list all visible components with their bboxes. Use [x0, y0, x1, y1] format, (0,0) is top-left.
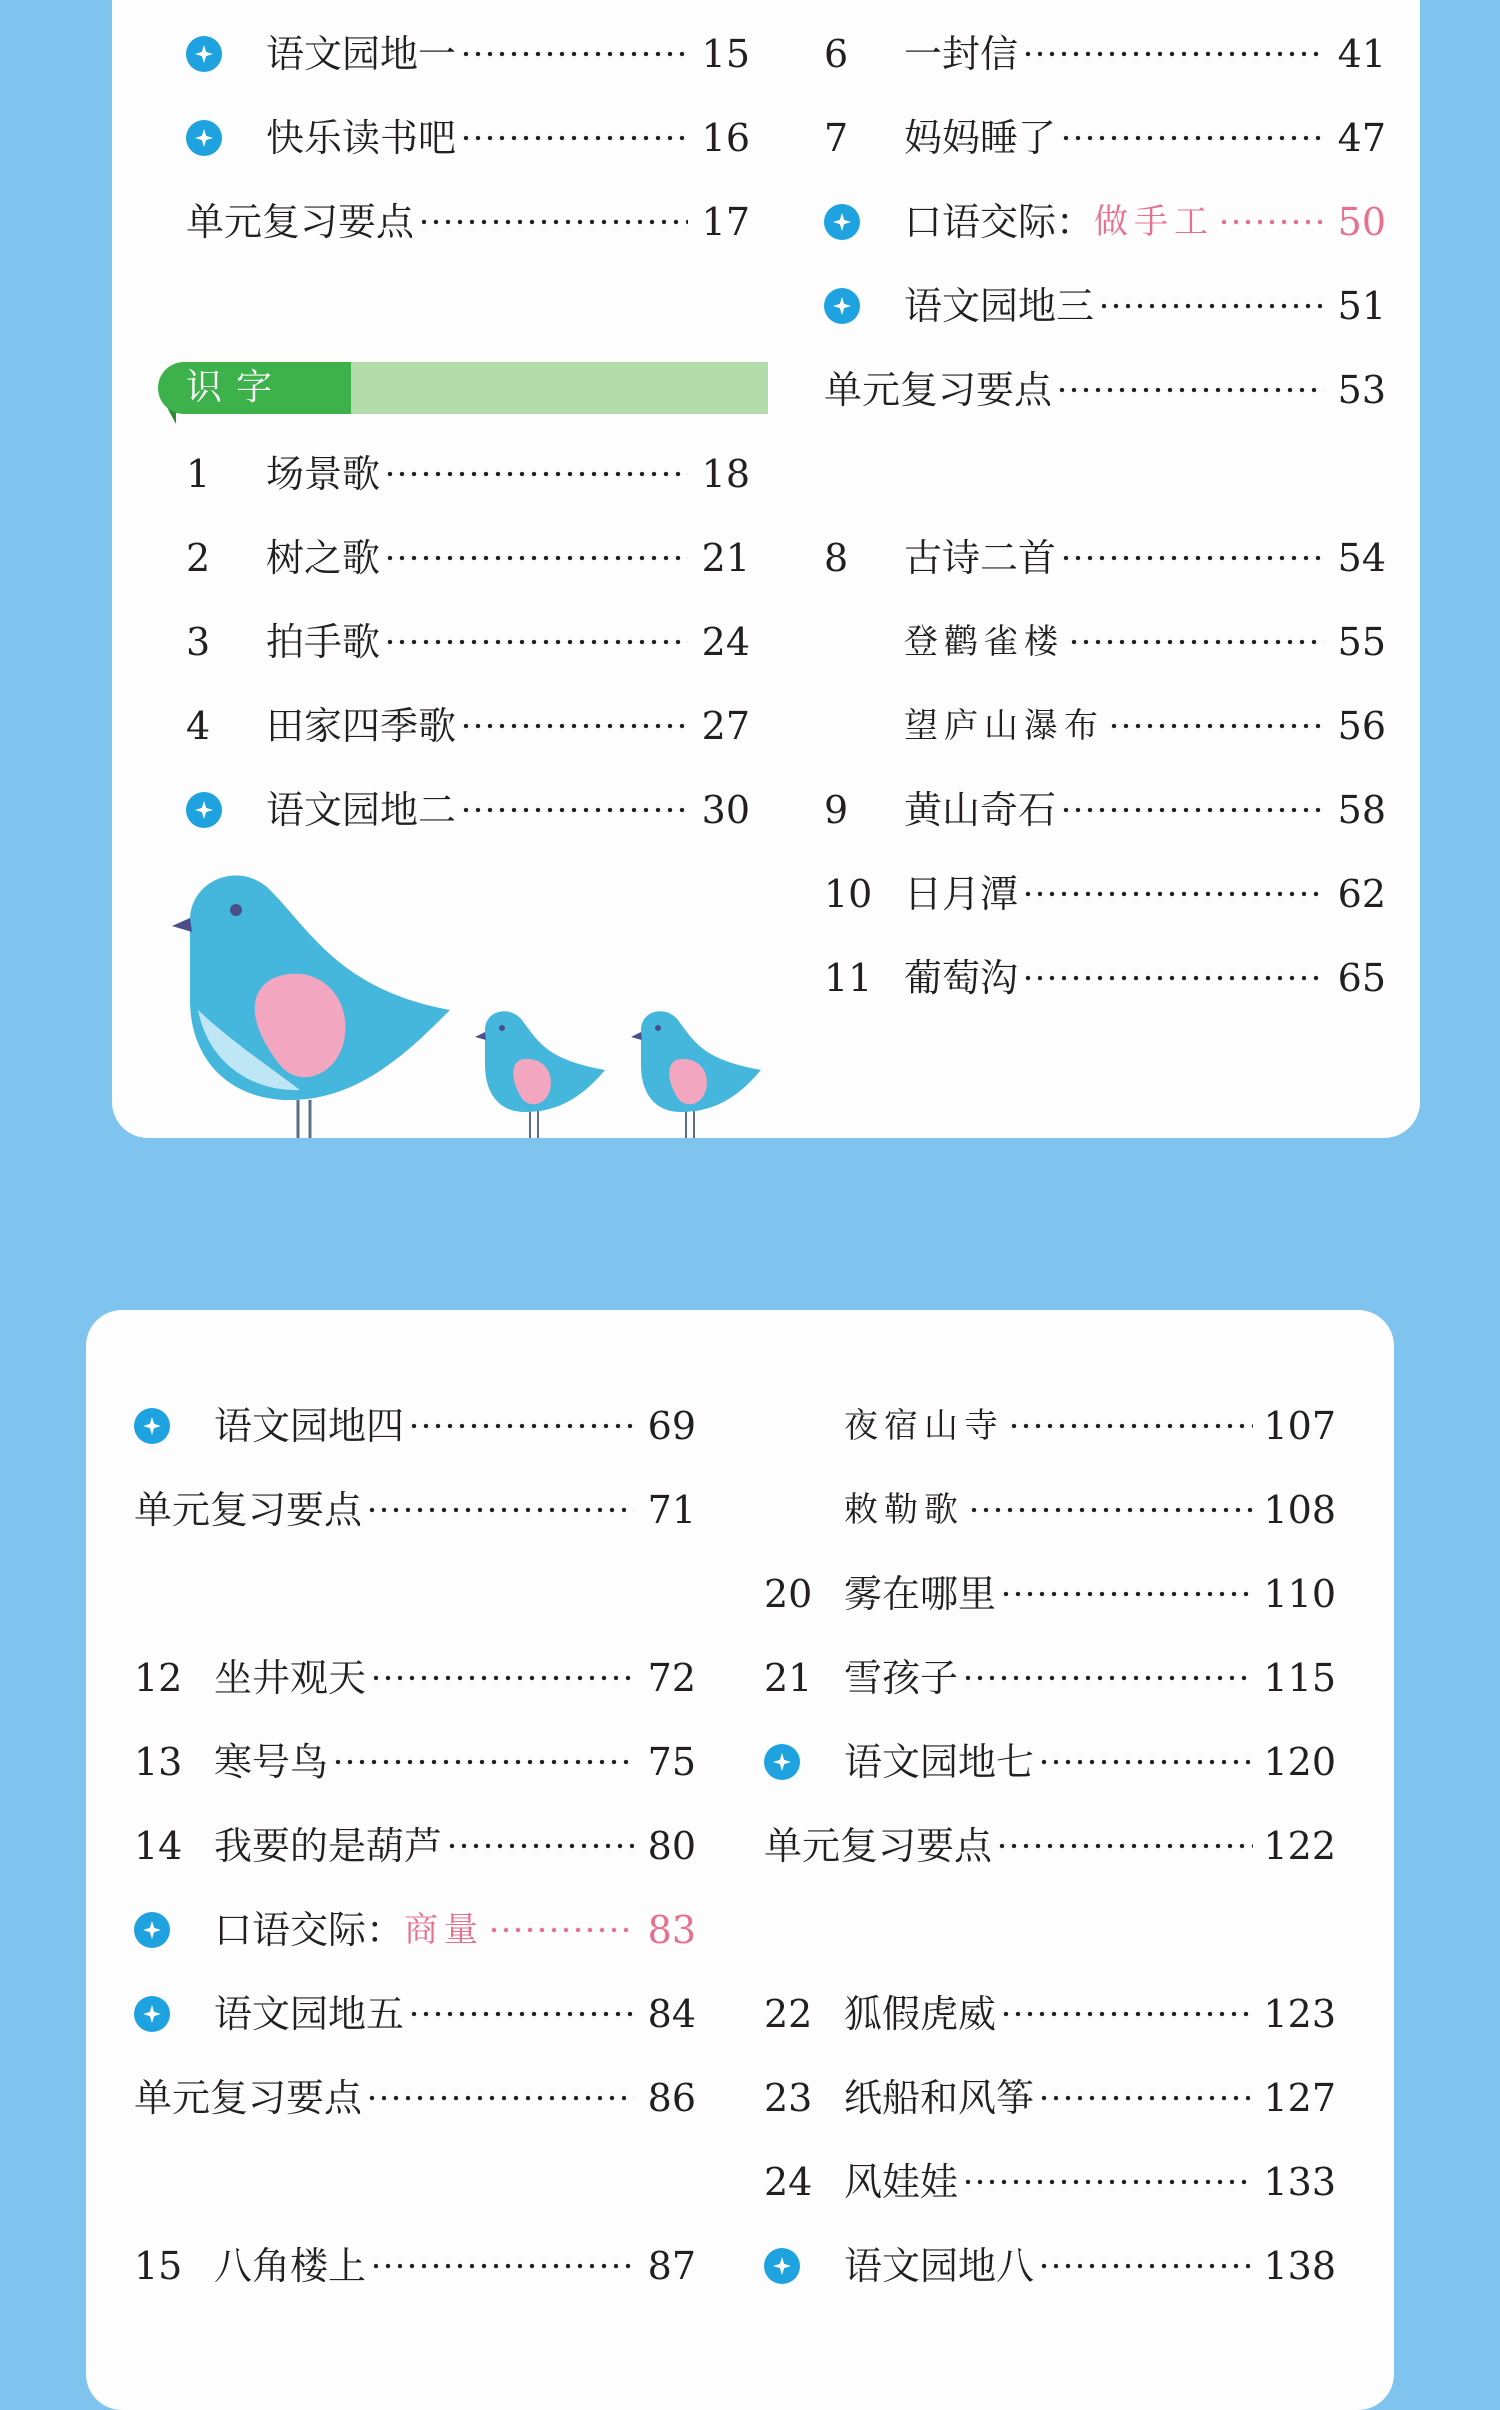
- section-label: 识字: [186, 367, 287, 408]
- birds-illustration: [150, 860, 790, 1140]
- dot-leader: [1068, 639, 1324, 645]
- toc-entry[interactable]: [134, 1816, 696, 1876]
- page-number: 56: [1337, 704, 1386, 748]
- entry-title: 语文园地七: [844, 1740, 1035, 1784]
- dot-leader: [1038, 2095, 1253, 2101]
- small-bird-icon: [475, 1011, 605, 1138]
- dot-leader: [370, 2263, 634, 2269]
- star-icon: [764, 2236, 844, 2296]
- dot-leader: [488, 1927, 634, 1933]
- page-number: 62: [1337, 872, 1386, 916]
- lesson-number: 6: [824, 32, 849, 76]
- page-number: 133: [1263, 2160, 1336, 2204]
- entry-title: 妈妈睡了: [904, 116, 1057, 160]
- entry-title: 语文园地五: [214, 1992, 405, 2036]
- toc-entry[interactable]: [824, 948, 1386, 1008]
- page-number: 122: [1263, 1824, 1336, 1868]
- big-bird-icon: [172, 876, 450, 1138]
- page-number: 108: [1263, 1488, 1336, 1532]
- page-number: 24: [701, 620, 750, 664]
- dot-leader: [1060, 135, 1324, 141]
- page-number: 30: [701, 788, 750, 832]
- lesson-number: 9: [824, 788, 849, 832]
- dot-leader: [460, 135, 688, 141]
- toc-entry[interactable]: [764, 1396, 1336, 1456]
- small-bird-icon: [631, 1011, 761, 1138]
- page-number: 41: [1337, 32, 1386, 76]
- page-number: 127: [1263, 2076, 1336, 2120]
- page-number: 27: [701, 704, 750, 748]
- entry-title: 葡萄沟: [904, 956, 1019, 1000]
- toc-entry[interactable]: [824, 276, 1386, 336]
- toc-entry[interactable]: [824, 360, 1386, 420]
- dot-leader: [1056, 387, 1324, 393]
- toc-entry[interactable]: [824, 780, 1386, 840]
- toc-entry[interactable]: [764, 2236, 1336, 2296]
- toc-entry[interactable]: [764, 2152, 1336, 2212]
- dot-leader: [418, 219, 688, 225]
- entry-title: 日月潭: [904, 872, 1019, 916]
- lesson-number: 22: [764, 1992, 813, 2036]
- dot-leader: [408, 2011, 634, 2017]
- entry-prefix: 口语交际：: [904, 200, 1095, 244]
- toc-entry[interactable]: [824, 696, 1386, 756]
- dot-leader: [370, 1675, 634, 1681]
- page-number: 72: [647, 1656, 696, 1700]
- entry-title: 语文园地二: [266, 788, 457, 832]
- dot-leader: [446, 1843, 634, 1849]
- dot-leader: [1038, 1759, 1253, 1765]
- dot-leader: [1060, 555, 1324, 561]
- dot-leader: [1022, 975, 1324, 981]
- entry-title: 雾在哪里: [844, 1572, 997, 1616]
- dot-leader: [1098, 303, 1324, 309]
- entry-title: 纸船和风筝: [844, 2076, 1035, 2120]
- lesson-number: 14: [134, 1824, 183, 1868]
- entry-title: 一封信: [904, 32, 1019, 76]
- lesson-number: 12: [134, 1656, 183, 1700]
- dot-leader: [1022, 51, 1324, 57]
- entry-title: 黄山奇石: [904, 788, 1057, 832]
- page-number: 123: [1263, 1992, 1336, 2036]
- toc-entry[interactable]: [186, 24, 750, 84]
- page-number: 138: [1263, 2244, 1336, 2288]
- entry-title: 八角楼上: [214, 2244, 367, 2288]
- toc-entry[interactable]: [134, 2236, 696, 2296]
- lesson-number: 24: [764, 2160, 813, 2204]
- page-number: 16: [701, 116, 750, 160]
- toc-entry[interactable]: [824, 108, 1386, 168]
- entry-title: 风娃娃: [844, 2160, 959, 2204]
- entry-title: 语文园地三: [904, 284, 1095, 328]
- toc-entry[interactable]: [186, 780, 750, 840]
- page-number: 50: [1337, 200, 1386, 244]
- toc-entry[interactable]: [134, 1984, 696, 2044]
- entry-title: 寒号鸟: [214, 1740, 329, 1784]
- page-number: 75: [647, 1740, 696, 1784]
- toc-entry[interactable]: [764, 2068, 1336, 2128]
- entry-title: 语文园地四: [214, 1404, 405, 1448]
- dot-leader: [408, 1423, 634, 1429]
- page-number: 65: [1337, 956, 1386, 1000]
- toc-entry[interactable]: [764, 1732, 1336, 1792]
- lesson-number: 4: [186, 704, 211, 748]
- toc-entry[interactable]: [764, 1984, 1336, 2044]
- dot-leader: [460, 51, 688, 57]
- page-number: 80: [647, 1824, 696, 1868]
- page-number: 84: [647, 1992, 696, 2036]
- toc-entry[interactable]: [186, 612, 750, 672]
- entry-title: 田家四季歌: [266, 704, 457, 748]
- page-number: 15: [701, 32, 750, 76]
- toc-entry[interactable]: [764, 1816, 1336, 1876]
- entry-title: 我要的是葫芦: [214, 1824, 443, 1868]
- entry-title: 商量: [404, 1910, 485, 1950]
- dot-leader: [1108, 723, 1324, 729]
- lesson-number: 2: [186, 536, 211, 580]
- toc-entry[interactable]: [824, 612, 1386, 672]
- lesson-number: 20: [764, 1572, 813, 1616]
- dot-leader: [968, 1507, 1253, 1513]
- entry-title: 单元复习要点: [824, 368, 1053, 412]
- page-number: 69: [647, 1404, 696, 1448]
- star-icon: [824, 192, 904, 252]
- toc-entry[interactable]: [134, 1900, 696, 1960]
- toc-entry[interactable]: [186, 528, 750, 588]
- entry-title: 登鹳雀楼: [904, 622, 1064, 662]
- entry-title: 望庐山瀑布: [904, 706, 1104, 746]
- entry-title: 语文园地一: [266, 32, 457, 76]
- toc-entry[interactable]: [824, 24, 1386, 84]
- toc-entry[interactable]: [824, 864, 1386, 924]
- entry-title: 做手工: [1094, 202, 1215, 242]
- entry-title: 坐井观天: [214, 1656, 367, 1700]
- star-icon: [186, 108, 266, 168]
- toc-entry[interactable]: [186, 108, 750, 168]
- entry-title: 单元复习要点: [134, 2076, 363, 2120]
- toc-entry[interactable]: [764, 1480, 1336, 1540]
- page-number: 86: [647, 2076, 696, 2120]
- toc-entry[interactable]: [186, 696, 750, 756]
- page-number: 51: [1337, 284, 1386, 328]
- dot-leader: [384, 471, 688, 477]
- dot-leader: [996, 1843, 1253, 1849]
- toc-entry[interactable]: [764, 1564, 1336, 1624]
- star-icon: [186, 780, 266, 840]
- toc-entry[interactable]: [134, 1732, 696, 1792]
- toc-entry[interactable]: [134, 1648, 696, 1708]
- toc-entry[interactable]: [186, 192, 750, 252]
- lesson-number: 21: [764, 1656, 813, 1700]
- page-number: 110: [1263, 1572, 1336, 1616]
- entry-title: 单元复习要点: [134, 1488, 363, 1532]
- dot-leader: [1000, 1591, 1253, 1597]
- page-number: 54: [1337, 536, 1386, 580]
- page-number: 58: [1337, 788, 1386, 832]
- star-icon: [134, 1984, 214, 2044]
- star-icon: [764, 1732, 844, 1792]
- entry-title: 语文园地八: [844, 2244, 1035, 2288]
- page-number: 71: [647, 1488, 696, 1532]
- dot-leader: [1008, 1423, 1253, 1429]
- dot-leader: [1022, 891, 1324, 897]
- dot-leader: [332, 1759, 634, 1765]
- star-icon: [134, 1900, 214, 1960]
- dot-leader: [962, 1675, 1253, 1681]
- dot-leader: [460, 723, 688, 729]
- entry-prefix: 口语交际：: [214, 1908, 405, 1952]
- dot-leader: [1060, 807, 1324, 813]
- dot-leader: [962, 2179, 1253, 2185]
- lesson-number: 7: [824, 116, 849, 160]
- section-banner-shizi: [158, 362, 768, 414]
- star-icon: [186, 24, 266, 84]
- dot-leader: [384, 639, 688, 645]
- toc-entry[interactable]: [186, 444, 750, 504]
- entry-title: 单元复习要点: [764, 1824, 993, 1868]
- toc-entry[interactable]: [764, 1648, 1336, 1708]
- entry-title: 树之歌: [266, 536, 381, 580]
- entry-title: 敕勒歌: [844, 1490, 964, 1530]
- lesson-number: 3: [186, 620, 211, 664]
- entry-title: 单元复习要点: [186, 200, 415, 244]
- dot-leader: [460, 807, 688, 813]
- dot-leader: [366, 1507, 634, 1513]
- dot-leader: [1000, 2011, 1253, 2017]
- toc-entry[interactable]: [824, 528, 1386, 588]
- entry-title: 古诗二首: [904, 536, 1057, 580]
- page-number: 83: [647, 1908, 696, 1952]
- lesson-number: 1: [186, 452, 211, 496]
- page-number: 18: [701, 452, 750, 496]
- entry-title: 快乐读书吧: [266, 116, 457, 160]
- page-number: 87: [647, 2244, 696, 2288]
- page-number: 120: [1263, 1740, 1336, 1784]
- lesson-number: 8: [824, 536, 849, 580]
- page-number: 47: [1337, 116, 1386, 160]
- lesson-number: 10: [824, 872, 873, 916]
- dot-leader: [384, 555, 688, 561]
- toc-entry[interactable]: [134, 1480, 696, 1540]
- lesson-number: 23: [764, 2076, 813, 2120]
- entry-title: 狐假虎威: [844, 1992, 997, 2036]
- page-number: 53: [1337, 368, 1386, 412]
- banner-bar: [351, 362, 768, 414]
- lesson-number: 13: [134, 1740, 183, 1784]
- lesson-number: 15: [134, 2244, 183, 2288]
- page-number: 115: [1263, 1656, 1336, 1700]
- star-icon: [824, 276, 904, 336]
- page-number: 55: [1337, 620, 1386, 664]
- dot-leader: [1218, 219, 1324, 225]
- page-number: 17: [701, 200, 750, 244]
- lesson-number: 11: [824, 956, 873, 1000]
- entry-title: 拍手歌: [266, 620, 381, 664]
- dot-leader: [1038, 2263, 1253, 2269]
- entry-title: 夜宿山寺: [844, 1406, 1004, 1446]
- page-number: 107: [1263, 1404, 1336, 1448]
- toc-entry[interactable]: [824, 192, 1386, 252]
- toc-entry[interactable]: [134, 1396, 696, 1456]
- page-number: 21: [701, 536, 750, 580]
- entry-title: 雪孩子: [844, 1656, 959, 1700]
- entry-title: 场景歌: [266, 452, 381, 496]
- star-icon: [134, 1396, 214, 1456]
- toc-entry[interactable]: [134, 2068, 696, 2128]
- dot-leader: [366, 2095, 634, 2101]
